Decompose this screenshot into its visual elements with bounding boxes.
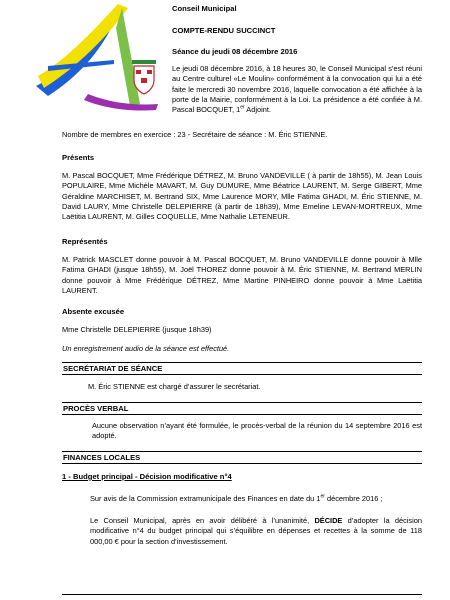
report-title: COMPTE-RENDU SUCCINCT: [172, 26, 276, 35]
presents-text: M. Pascal BOCQUET, Mme Frédérique DÉTREZ, M. Bruno VANDEVILLE ( à partir de 18h55), M. Jean Louis POPULAIRE, Mme Michèle MAVART, M. Guy DUMURE, Mme Béatrice LAURENT, M. Serge GIBERT, Mme Géraldine MARCHISET, M. Bertrand SIX, Mme Laurence MORY, Mlle Fatima GHADI, M. Éric STIENNE, M. David LAURY, Mme Christelle DELEPIERRE (à partir de 18h39), Mme Emeline LEVAN-MORTREUX, Mme Laëtitia LAURENT, M. Gilles COQUELLE, Mme Nathalie LETENEUR.: [62, 171, 422, 222]
intro-sup: er: [240, 104, 245, 111]
finances-para-2: [90, 516, 422, 547]
represented-heading: Représentés: [62, 237, 108, 246]
audio-note: Un enregistrement audio de la séance est effectué.: [62, 344, 230, 353]
members-line: Nombre de membres en exercice : 23 - Secrétaire de séance : M. Éric STIENNE.: [62, 130, 328, 139]
logo-green-leg: [116, 8, 140, 106]
finances-para-1-text: Sur avis de la Commission extramunicipale des Finances en date du 1: [90, 494, 321, 503]
session-date: Séance du jeudi 08 décembre 2016: [172, 47, 298, 56]
excused-text: Mme Christelle DELEPIERRE (jusque 18h39): [62, 325, 212, 334]
minutes-text: Aucune observation n’ayant été formulée, le procès-verbal de la réunion du 14 septembre 2016 est adopté.: [92, 421, 422, 441]
represented-text: M. Patrick MASCLET donne pouvoir à M. Pascal BOCQUET, M. Bruno VANDEVILLE donne pouvoir à Mlle Fatima GHADI (jusque 18h55), M. Joël THOREZ donne pouvoir à M. Éric STIENNE, M. Bertrand MERLIN donne pouvoir à Mme Frédérique DÉTREZ, Mme Martine PINHEIRO donne pouvoir à Mme Laëtitia LAURENT.: [62, 255, 422, 295]
budget-item-title: 1 - Budget principal - Décision modificative n°4: [62, 472, 232, 481]
finances-para-2-text: Le Conseil Municipal, après en avoir délibéré à l’unanimité,: [90, 516, 315, 525]
secretariat-heading: SECRÉTARIAT DE SÉANCE: [63, 364, 163, 373]
intro-text: Le jeudi 08 décembre 2016, à 18 heures 30, le Conseil Municipal s’est réuni au Centre culturel «Le Moulin» conformément à la convocation qui lui a été faite le mercredi 30 novembre 2016, laquelle convocation a été affichée à la porte de la Mairie, conformément à la Loi. La présidence a été confiée à M. Pascal BOCQUET, 1: [172, 64, 422, 115]
minutes-heading: PROCÈS VERBAL: [63, 404, 129, 413]
presents-heading: Présents: [62, 153, 95, 162]
intro-paragraph: [172, 64, 422, 115]
finances-para-1-sup: er: [320, 493, 325, 500]
minutes-section-header: [62, 402, 422, 415]
intro-text-end: Adjoint.: [244, 105, 271, 115]
finances-para-1: [90, 494, 422, 504]
logo-purple-stroke: [84, 94, 158, 111]
finances-para-2-end: d’adopter la décision modificative n°4 du budget principal qui s’équilibre en dépenses et recettes à la somme de 118 000,00 € pour la section d’investissement.: [90, 516, 422, 546]
logo-yellow-stroke: [38, 4, 128, 88]
footer-divider: [62, 594, 422, 595]
excused-heading: Absente excusée: [62, 307, 125, 316]
decide-keyword: DÉCIDE: [314, 516, 343, 525]
finances-section-header: [62, 451, 422, 464]
org-name: Conseil Municipal: [172, 4, 237, 13]
finances-para-1-end: décembre 2016 ;: [324, 494, 383, 503]
secretariat-text: M. Éric STIENNE est chargé d’assurer le secrétariat.: [88, 382, 261, 391]
secretariat-section-header: [62, 362, 422, 375]
finances-heading: FINANCES LOCALES: [63, 453, 141, 462]
municipality-logo: [28, 0, 163, 118]
